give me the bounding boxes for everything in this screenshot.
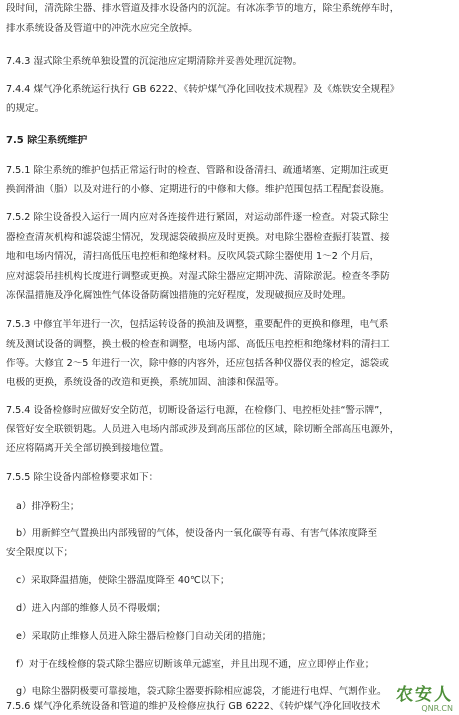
text-line: 作等。大修宜 2～5 年进行一次，除中修的内容外，还应包括各种仪器仪表的检定，滤袋或 bbox=[6, 358, 389, 369]
text-line: 器检查清灰机构和滤袋滤尘情况，发现滤袋破损应及时更换。对电除尘器检查振打装置、接 bbox=[6, 232, 390, 243]
text-line: 冻保温措施及净化腐蚀性气体设备防腐蚀措施的完好程度，发现破损应及时处理。 bbox=[6, 290, 352, 301]
text-line: 的规定。 bbox=[6, 103, 45, 114]
text-line: 应对滤袋吊挂机构长度进行调整或更换。对湿式除尘器应定期冲洗、清除淤泥。检查冬季防 bbox=[6, 271, 390, 282]
text-line: 还应将隔离开关全部切换到接地位置。 bbox=[6, 443, 170, 454]
text-line: 7.4.4 煤气净化系统运行执行 GB 6222、《转炉煤气净化回收技术规程》及《炼铁安全规程》 bbox=[6, 84, 400, 95]
watermark-main-text: 农安人 bbox=[396, 685, 453, 705]
text-line: e）采取防止维修人员进入除尘器后检修门自动关闭的措施； bbox=[16, 631, 272, 642]
text-line: 7.5.3 中修宜半年进行一次，包括运转设备的换油及调整，重要配件的更换和修理，电气系 bbox=[6, 319, 389, 330]
text-line: 7.4.3 湿式除尘系统单独设置的沉淀池应定期清除并妥善处理沉淀物。 bbox=[6, 56, 303, 67]
text-line: 7.5.6 煤气净化系统设备和管道的维护及检修应执行 GB 6222、《转炉煤气净化回收技术 bbox=[6, 701, 381, 712]
text-line: b）用新鲜空气置换出内部残留的气体，使设备内一氧化碳等有毒、有害气体浓度降至 bbox=[16, 528, 378, 539]
text-line: 7.5.4 设备检修时应做好安全防范，切断设备运行电源，在检修门、电控柜处挂“警示牌”， bbox=[6, 405, 389, 416]
text-line: 地和电场内情况，清扫高低压电控柜和绝缘材料。反吹风袋式除尘器使用 1～2 个月后， bbox=[6, 251, 380, 262]
text-line: d）进入内部的维修人员不得吸烟； bbox=[16, 603, 166, 614]
text-line: 换润滑油（脂）以及对进行的小修、定期进行的中修和大修。维护范围包括工程配套设施。 bbox=[6, 184, 390, 195]
watermark-logo bbox=[396, 686, 453, 713]
text-line: 排水系统设备及管道中的冲洗水应完全放掉。 bbox=[6, 23, 198, 34]
text-line: 保管好安全联锁钥匙。人员进入电场内部或涉及到高压部位的区域，除切断全部高压电源外， bbox=[6, 424, 400, 435]
text-line: 统及测试设备的调整，换土极的检查和调整，电场内部、高低压电控柜和绝缘材料的清扫工 bbox=[6, 339, 390, 350]
text-line: a）排净粉尘； bbox=[16, 501, 80, 512]
section-heading: 7.5 除尘系统维护 bbox=[6, 135, 88, 146]
text-line: g）电除尘器阴极要可靠接地，袋式除尘器要拆除相应滤袋，才能进行电焊、气割作业。 bbox=[16, 686, 387, 697]
text-line: 安全限度以下； bbox=[6, 547, 74, 558]
text-line: 电极的更换，系统设备的改造和更换，系统加固、油漆和保温等。 bbox=[6, 377, 285, 388]
text-line: f）对于在线检修的袋式除尘器应切断该单元滤室，并且出现不通，应立即停止作业； bbox=[16, 659, 375, 670]
watermark-sub-text: QNR.CN bbox=[421, 704, 453, 713]
text-line: 7.5.5 除尘设备内部检修要求如下： bbox=[6, 472, 159, 483]
text-line: 段时间，清洗除尘器、排水管道及排水设备内的沉淀。有冰冻季节的地方，除尘系统停车时， bbox=[6, 3, 400, 14]
text-line: 7.5.2 除尘设备投入运行一周内应对各连接件进行紧固，对运动部件逐一检查。对袋式除尘 bbox=[6, 212, 389, 223]
text-line: c）采取降温措施，使除尘器温度降至 40℃以下； bbox=[16, 575, 230, 586]
text-line: 7.5.1 除尘系统的维护包括正常运行时的检查、管路和设备清扫、疏通堵塞、定期加注或更 bbox=[6, 165, 389, 176]
